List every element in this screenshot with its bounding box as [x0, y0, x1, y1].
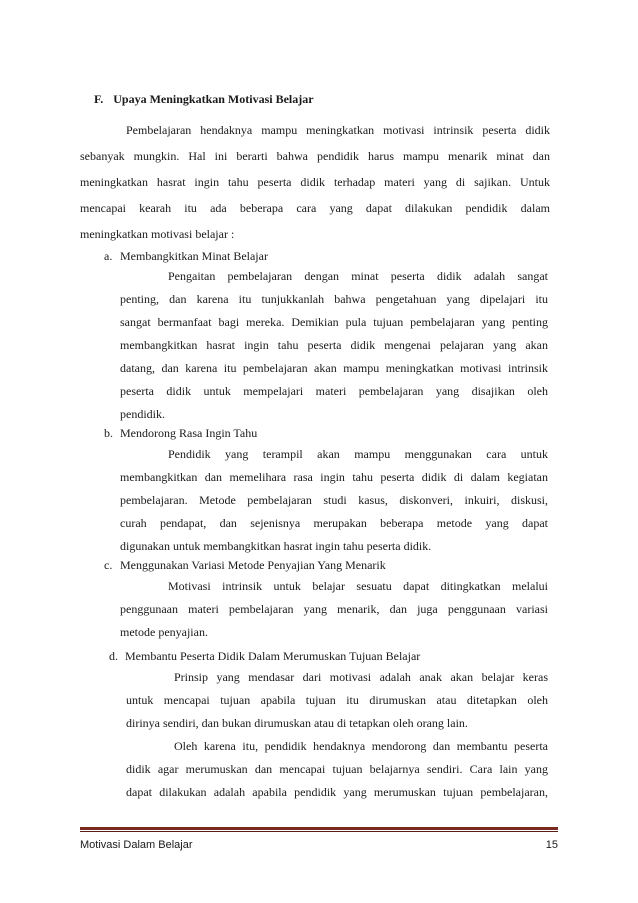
paragraph-line: Pendidik yang terampil akan mampu menggunakan cara untuk: [168, 447, 548, 461]
paragraph-line: membangkitkan hasrat ingin tahu peserta didik mengenai pelajaran yang akan: [120, 338, 548, 352]
list-item-body: [120, 578, 548, 647]
paragraph-line: Pembelajaran hendaknya mampu meningkatkan motivasi intrinsik peserta didik: [126, 123, 550, 137]
list-item-heading: [104, 557, 386, 573]
list-item-body: [120, 446, 548, 561]
paragraph-line: digunakan untuk membangkitkan hasrat ingin tahu peserta didik.: [120, 539, 432, 553]
section-letter: F.: [94, 92, 104, 106]
paragraph-line: dapat dilakukan adalah apabila pendidik yang merumuskan tujuan pembelajaran,: [126, 785, 548, 799]
paragraph-line: peserta didik untuk mempelajari materi pembelajaran yang disajikan oleh: [120, 384, 548, 398]
footer-divider: [80, 827, 558, 830]
list-item-title: Membantu Peserta Didik Dalam Merumuskan Tujuan Belajar: [125, 649, 421, 663]
paragraph-line: dirinya sendiri, dan bukan dirumuskan atau di tetapkan oleh orang lain.: [126, 716, 468, 730]
list-item-title: Membangkitkan Minat Belajar: [120, 249, 268, 263]
paragraph-line: pendidik.: [120, 407, 165, 421]
page-number: 15: [545, 839, 558, 851]
list-marker: b.: [104, 426, 113, 440]
paragraph-line: untuk mencapai tujuan apabila tujuan itu dirumuskan atau ditetapkan oleh: [126, 693, 548, 707]
list-item-body: [120, 268, 548, 429]
footer-divider-thin: [80, 831, 558, 832]
paragraph-line: pembelajaran. Metode pembelajaran studi kasus, diskonveri, inkuiri, diskusi,: [120, 493, 548, 507]
paragraph-line: penggunaan materi pembelajaran yang menarik, dan juga penggunaan variasi: [120, 602, 548, 616]
list-marker: d.: [109, 649, 118, 663]
paragraph-line: penting, dan karena itu tunjukkanlah bahwa pengetahuan yang dipelajari itu: [120, 292, 548, 306]
list-item-heading: [104, 425, 257, 441]
paragraph-line: Oleh karena itu, pendidik hendaknya mendorong dan membantu peserta: [174, 739, 548, 753]
list-marker: a.: [104, 249, 113, 263]
paragraph-line: Pengaitan pembelajaran dengan minat peserta didik adalah sangat: [168, 269, 548, 283]
list-item-title: Mendorong Rasa Ingin Tahu: [120, 426, 258, 440]
paragraph-line: mencapai kearah itu ada beberapa cara yang dapat dilakukan pendidik dalam: [80, 201, 550, 215]
footer-title: Motivasi Dalam Belajar: [80, 839, 193, 851]
paragraph-line: meningkatkan hasrat ingin tahu peserta didik terhadap materi yang di sajikan. Untuk: [80, 175, 550, 189]
paragraph-line: datang, dan karena itu pembelajaran akan mampu meningkatkan motivasi intrinsik: [120, 361, 548, 375]
paragraph-line: sangat bermanfaat bagi mereka. Demikian pula tujuan pembelajaran yang penting: [120, 315, 548, 329]
list-item-heading: [109, 648, 420, 664]
list-item-title: Menggunakan Variasi Metode Penyajian Yang Menarik: [120, 558, 386, 572]
paragraph-line: meningkatkan motivasi belajar :: [80, 227, 235, 241]
paragraph-line: sebanyak mungkin. Hal ini berarti bahwa pendidik harus mampu menarik minat dan: [80, 149, 550, 163]
list-marker: c.: [104, 558, 113, 572]
list-item-body: [126, 669, 548, 807]
paragraph-line: membangkitkan dan memelihara rasa ingin tahu peserta didik di dalam kegiatan: [120, 470, 548, 484]
section-heading: [94, 92, 314, 107]
paragraph-line: Motivasi intrinsik untuk belajar sesuatu dapat ditingkatkan melalui: [168, 579, 548, 593]
section-title: Upaya Meningkatkan Motivasi Belajar: [113, 92, 314, 106]
paragraph-line: didik agar merumuskan dan mencapai tujuan belajarnya sendiri. Cara lain yang: [126, 762, 548, 776]
paragraph-line: Prinsip yang mendasar dari motivasi adalah anak akan belajar keras: [174, 670, 548, 684]
paragraph-line: curah pendapat, dan sejenisnya merupakan beberapa metode yang dapat: [120, 516, 548, 530]
list-item-heading: [104, 248, 268, 264]
paragraph-line: metode penyajian.: [120, 625, 208, 639]
intro-paragraph: [80, 122, 550, 252]
